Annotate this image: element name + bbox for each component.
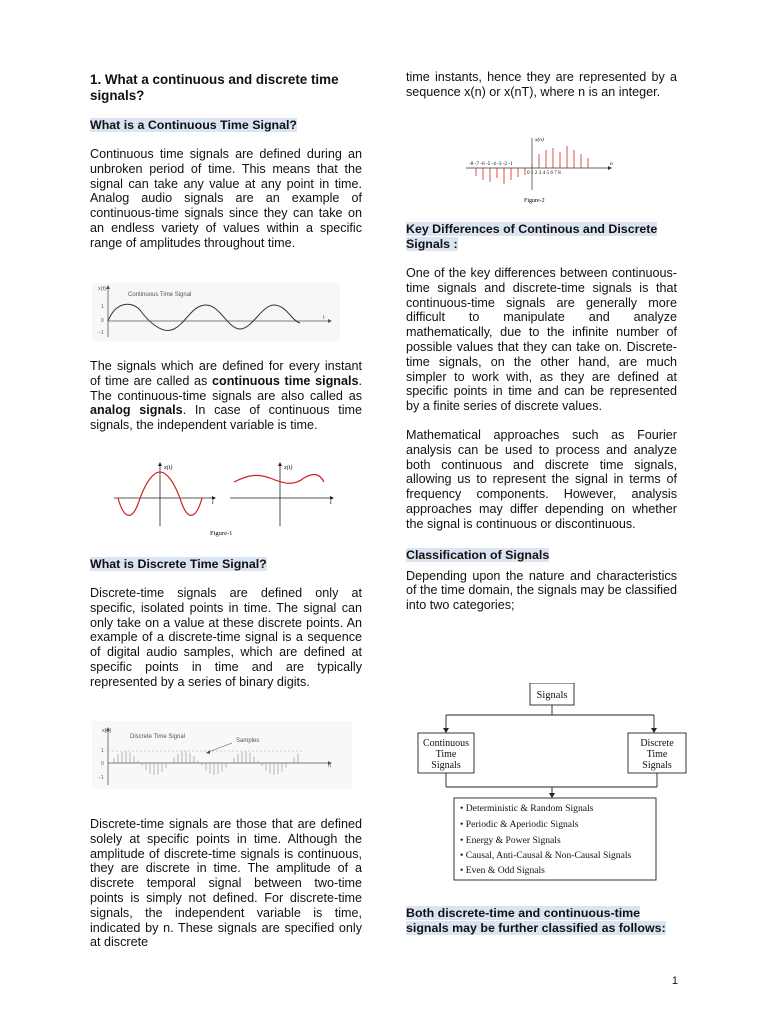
diagram-discrete-l2: Time (646, 749, 668, 760)
diagram-item: • Even & Odd Signals (460, 865, 545, 876)
fig1-x-label-left: t (212, 500, 214, 506)
discrete-signal-figure (92, 721, 352, 789)
question-title: 1. What a continuous and discrete time signals? (90, 72, 339, 103)
ct-tick-minus1: −1 (98, 330, 104, 336)
heading-key-differences: Key Differences of Continous and Discrete Signals : (406, 222, 658, 251)
diagram-discrete-l3: Signals (642, 760, 672, 771)
dt-x-label: n (328, 763, 332, 769)
fig2-pos-ticks: 0 1 2 3 4 5 6 7 8 (527, 170, 561, 176)
dt-y-label: x[n] (102, 728, 111, 734)
dt-tick-0: 0 (101, 761, 104, 767)
para-continued: time instants, hence they are represented by a sequence x(n) or x(nT), where n is an integer. (406, 70, 677, 99)
fig1-x-label-right: t (330, 500, 332, 506)
heading-classification: Classification of Signals (406, 547, 550, 562)
left-block-2 (90, 359, 362, 433)
fig2-caption: Figure-2 (524, 198, 545, 204)
heading-further-classification: Both discrete-time and continuous-time signals may be further classified as follows: (406, 906, 666, 935)
dt-title: Discrete Time Signal (130, 734, 186, 740)
dt-tick-1: 1 (101, 748, 104, 754)
ct-title: Continuous Time Signal (128, 292, 192, 298)
figure-1 (108, 460, 338, 542)
para-fourier: Mathematical approaches such as Fourier analysis can be used to process and analyze both continuous and discrete time signals, allowing us to represent the signal in terms of frequency components. However, analysis approaches may differ depending on whether the signal is continuous or discontinuous. (406, 427, 677, 531)
classification-diagram (416, 683, 688, 883)
para-discrete-def: Discrete-time signals are defined only at specific, isolated points in time. The signal can only take on a value at these discrete points. An example of a discrete-time signal is a sequence of digital audio samples, which are defined at specific points in time and are typically represented by a series of binary digits. (90, 586, 362, 689)
right-block-2 (406, 222, 677, 613)
ct-tick-0: 0 (101, 318, 104, 324)
fig2-neg-ticks: -8 -7 -6 -5 -4 -3 -2 -1 (469, 161, 513, 167)
para-continuous-analog: The signals which are defined for every instant of time are called as continuous time signals. The continuous-time signals are also called as analog signals. In case of continuous time signals, the independent variable is time. (90, 359, 362, 433)
left-block-4 (90, 817, 362, 950)
diagram-discrete-l1: Discrete (640, 738, 674, 749)
fig2-x-label: n (610, 161, 613, 167)
diagram-continuous-l3: Signals (431, 760, 461, 771)
para-continuous-def: Continuous time signals are defined during an unbroken period of time. This means that the signal can take any value at any point in time. Analog audio signals are an example of continuous-time signals since they can take on an endless variety of values within a specific range of amplitudes throughout time. (90, 147, 362, 250)
right-column (406, 70, 677, 100)
para-classification: Depending upon the nature and characteristics of the time domain, the signals may be classified into two categories; (406, 568, 677, 613)
right-block-3 (406, 906, 677, 936)
fig1-y-label-right: x(t) (284, 465, 293, 471)
ct-y-label: x(t) (98, 286, 106, 292)
heading-continuous: What is a Continuous Time Signal? (90, 118, 297, 132)
diagram-item: • Periodic & Aperiodic Signals (460, 819, 579, 830)
dt-samples-label: Samples (236, 738, 260, 744)
diagram-continuous-l1: Continuous (422, 738, 470, 749)
diagram-item: • Energy & Power Signals (460, 835, 561, 846)
ct-x-label: t (323, 315, 325, 321)
diagram-item: • Deterministic & Random Signals (460, 803, 594, 814)
figure-2 (462, 134, 618, 210)
diagram-continuous-l2: Time (435, 749, 457, 760)
left-column (90, 72, 362, 251)
fig1-y-label-left: x(t) (164, 465, 173, 471)
ct-tick-1: 1 (101, 304, 104, 310)
continuous-signal-figure (92, 283, 340, 341)
para-key-differences: One of the key differences between continuous-time signals and discrete-time signals is that continuous-time signals are generally more difficult to manipulate and analyze mathematically, due to the infinite number of possible values that they can take on. Discrete-time signals, on the other hand, are much simpler to work with, as they are defined at specific points in time and can be represented by a finite series of discrete values. (406, 266, 677, 414)
dt-tick-minus1: −1 (98, 775, 104, 781)
para-discrete-details: Discrete-time signals are those that are defined solely at specific points in time. Although the amplitude of discrete-time signals is continuous, they are discrete in time. The amplitude of a discrete temporal signal between two-time points is simply not defined. For discrete-time signals, the independent variable is time, indicated by n. These signals are specified only at discrete (90, 817, 362, 950)
fig1-caption: Figure-1 (210, 530, 233, 537)
diagram-item: • Causal, Anti-Causal & Non-Causal Signals (460, 850, 632, 861)
left-block-3 (90, 557, 362, 690)
page-number: 1 (671, 975, 678, 987)
diagram-root-label: Signals (536, 690, 568, 701)
heading-discrete: What is Discrete Time Signal? (90, 557, 267, 571)
fig2-y-label: x(n) (535, 137, 544, 143)
